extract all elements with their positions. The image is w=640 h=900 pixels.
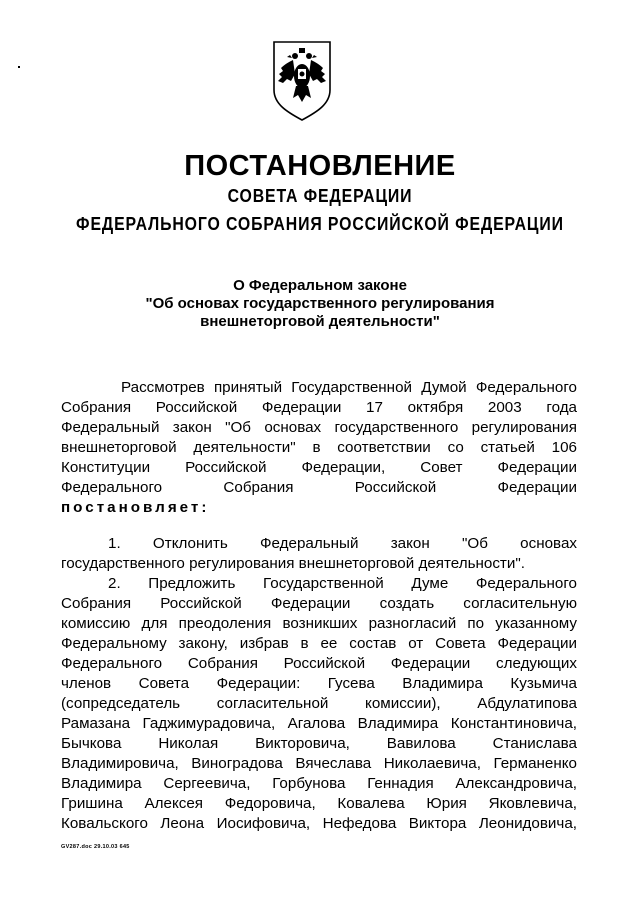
item-line: государственного регулирования внешнеторговой деятельности".	[61, 555, 525, 572]
coat-of-arms-icon	[271, 38, 333, 122]
item-line: комиссию для преодоления возникших разногласий по указанному	[61, 615, 577, 632]
issuer-line-1: СОВЕТА ФЕДЕРАЦИИ	[227, 186, 413, 206]
item-line: Ковальского Леона Иосифовича, Нефедова Виктора Леонидовича,	[61, 815, 577, 832]
text-line: Рассмотрев принятый Государственной Думой Федерального	[121, 379, 577, 396]
item-line: Собрания Российской Федерации создать согласительную	[61, 595, 577, 612]
file-stamp: GV287.doc 29.10.03 645	[61, 844, 130, 850]
text-line: Федерального Собрания Российской Федерации	[61, 479, 577, 496]
law-title	[0, 277, 640, 331]
resolution-items	[61, 534, 577, 834]
document-title: ПОСТАНОВЛЕНИЕ	[184, 150, 456, 182]
text-line: Федеральный закон "Об основах государственного регулирования	[61, 419, 577, 436]
item-line: 2. Предложить Государственной Думе Федерального	[108, 575, 577, 592]
law-title-line: О Федеральном законе	[233, 277, 407, 294]
item-line: Гришина Алексея Федоровича, Ковалева Юрия Яковлевича,	[61, 795, 577, 812]
item-line: Бычкова Николая Викторовича, Вавилова Станислава	[61, 735, 577, 752]
item-line: Рамазана Гаджимурадовича, Агалова Владимира Константиновича,	[61, 715, 577, 732]
item-line: Владимира Сергеевича, Горбунова Геннадия Александровича,	[61, 775, 577, 792]
preamble-paragraph	[61, 378, 577, 518]
item-line: 1. Отклонить Федеральный закон "Об основах	[108, 535, 577, 552]
law-title-line: внешнеторговой деятельности"	[200, 313, 440, 330]
text-line: Конституции Российской Федерации, Совет Федерации	[61, 459, 577, 476]
issuer-line-2: ФЕДЕРАЛЬНОГО СОБРАНИЯ РОССИЙСКОЙ ФЕДЕРАЦИИ	[76, 214, 564, 234]
item-line: членов Совета Федерации: Гусева Владимира Кузьмича	[61, 675, 577, 692]
item-line: Владимировича, Виноградова Вячеслава Николаевича, Германенко	[61, 755, 577, 772]
scan-mark	[18, 66, 20, 68]
law-title-line: "Об основах государственного регулирования	[145, 295, 495, 312]
item-line: (сопредседатель согласительной комиссии), Абдулатипова	[61, 695, 577, 712]
text-line: Собрания Российской Федерации 17 октября 2003 года	[61, 399, 577, 416]
item-line: Федерального Собрания Российской Федерации следующих	[61, 655, 577, 672]
item-line: Федеральному закону, избрав в ее состав от Совета Федерации	[61, 635, 577, 652]
text-line: внешнеторговой деятельности" в соответствии со статьей 106	[61, 439, 577, 456]
resolution-keyword: постановляет:	[61, 499, 210, 516]
